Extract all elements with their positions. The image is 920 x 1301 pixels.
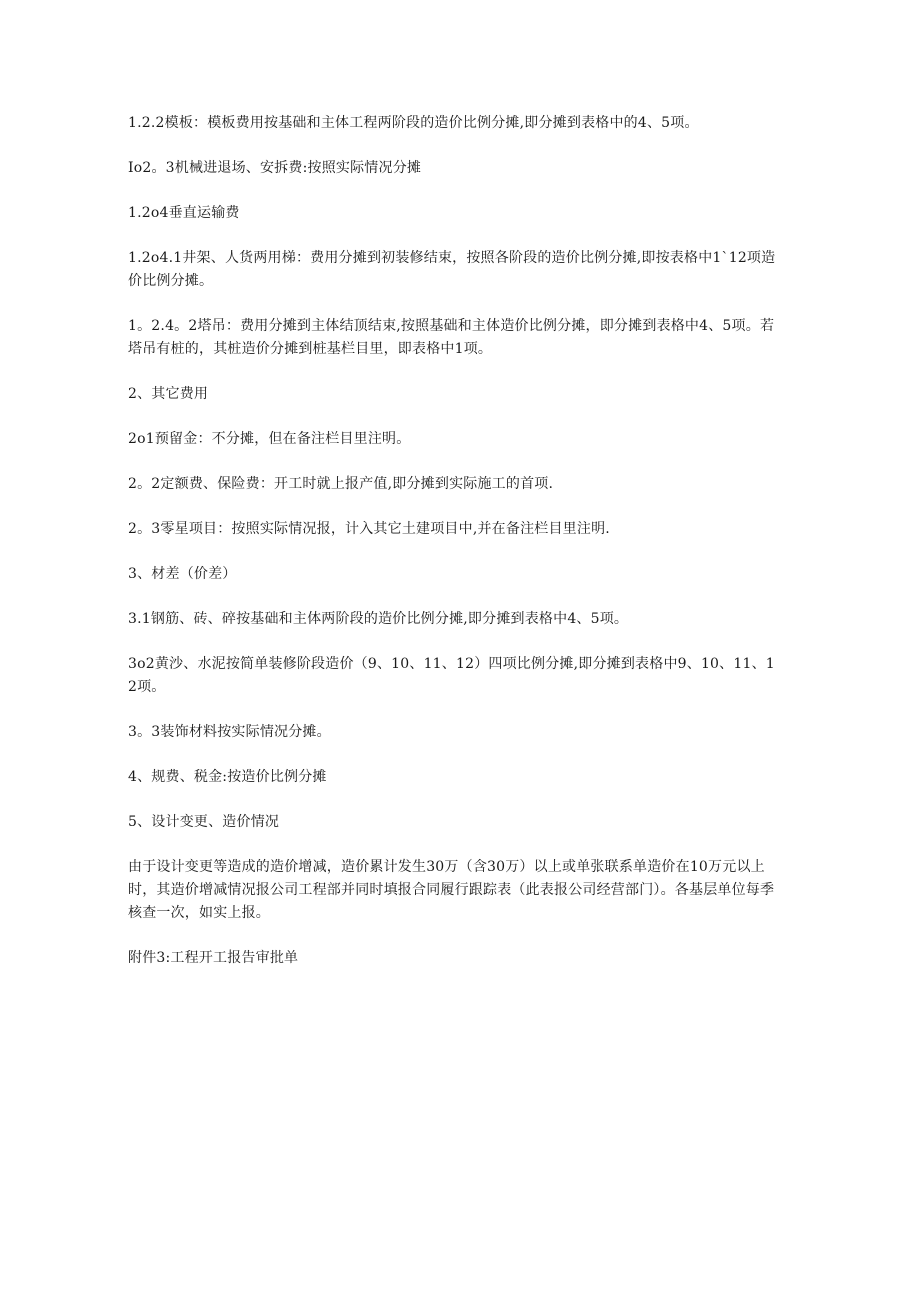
heading-design-changes: 5、设计变更、造价情况 [128,814,280,830]
heading-material-difference: 3、材差（价差） [128,566,237,582]
paragraph-formwork: 1.2.2模板：模板费用按基础和主体工程两阶段的造价比例分摊,即分摊到表格中的4、5项。 [128,115,699,131]
paragraph-design-change-reporting: 由于设计变更等造成的造价增减，造价累计发生30万（含30万）以上或单张联系单造价在10万元以上时，其造价增减情况报公司工程部并同时填报合同履行跟踪表（此表报公司经营部门）。各基层单位每季核查一次，如实上报。 [128,859,775,921]
paragraph-sand-cement: 3o2黄沙、水泥按简单装修阶段造价（9、10、11、12）四项比例分摊,即分摊到表格中9、10、11、12项。 [128,656,775,695]
paragraph-decoration-materials: 3。3装饰材料按实际情况分摊。 [128,724,331,740]
paragraph-steel-brick: 3.1钢筋、砖、碎按基础和主体两阶段的造价比例分摊,即分摊到表格中4、5项。 [128,611,629,627]
document-body [128,112,776,992]
paragraph-vertical-transport: 1.2o4垂直运输费 [128,205,240,221]
paragraph-tower-crane: 1。2.4。2塔吊：费用分摊到主体结顶结束,按照基础和主体造价比例分摊，即分摊到表格中4、5项。若塔吊有桩的，其桩造价分摊到桩基栏目里，即表格中1项。 [128,318,775,357]
paragraph-reserve-fund: 2o1预留金：不分摊，但在备注栏目里注明。 [128,431,411,447]
attachment-title: 附件3:工程开工报告审批单 [128,950,299,966]
paragraph-quota-insurance: 2。2定额费、保险费：开工时就上报产值,即分摊到实际施工的首项. [128,476,554,492]
heading-other-costs: 2、其它费用 [128,386,209,402]
paragraph-sporadic-items: 2。3零星项目：按照实际情况报，计入其它土建项目中,并在备注栏目里注明. [128,521,610,537]
paragraph-machinery: Io2。3机械进退场、安拆费:按照实际情况分摊 [128,160,422,176]
paragraph-hoist: 1.2o4.1井架、人货两用梯：费用分摊到初装修结束，按照各阶段的造价比例分摊,即按表格中1`12项造价比例分摊。 [128,250,776,289]
heading-fees-taxes: 4、规费、税金:按造价比例分摊 [128,769,327,785]
